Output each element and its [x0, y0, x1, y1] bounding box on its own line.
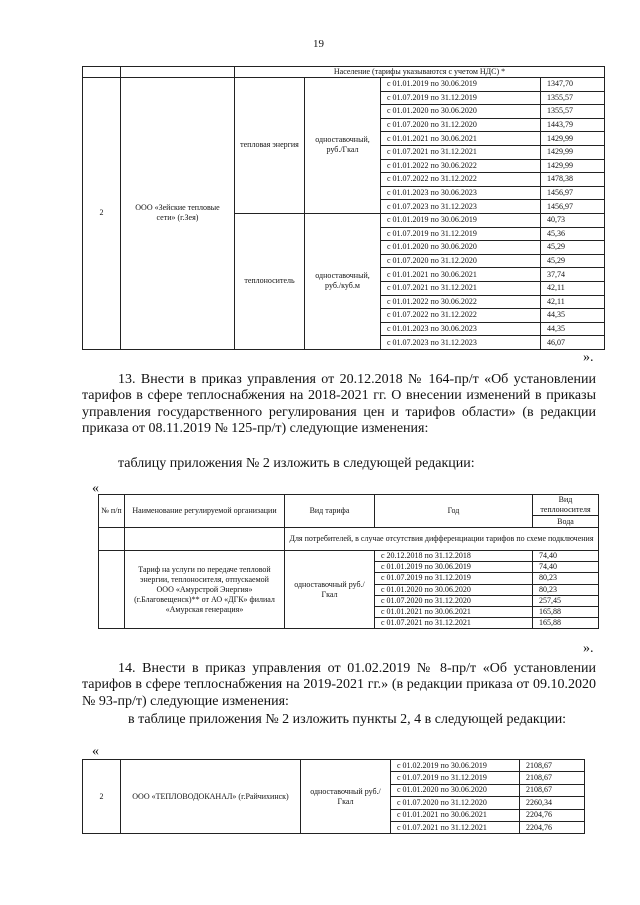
value-cell: 42,11: [541, 295, 605, 309]
table-header-population: Население (тарифы указываются с учетом НДС) *: [235, 67, 605, 78]
section-14-sub: в таблице приложения № 2 изложить пункты 2, 4 в следующей редакции:: [128, 712, 567, 727]
period-cell: с 01.01.2022 по 30.06.2022: [381, 159, 541, 173]
period-cell: с 01.07.2019 по 31.12.2019: [391, 772, 520, 784]
period-cell: с 01.01.2021 по 30.06.2021: [381, 268, 541, 282]
header-year: Год: [375, 495, 533, 528]
cell: [99, 551, 125, 629]
period-cell: с 01.01.2020 по 30.06.2020: [391, 784, 520, 796]
row-number: 2: [83, 78, 121, 350]
tariff-type: одноставочный, руб./куб.м: [305, 213, 381, 349]
period-cell: с 01.07.2021 по 31.12.2021: [381, 145, 541, 159]
closing-quote-2: ».: [583, 641, 594, 656]
header-num: № п/п: [99, 495, 125, 528]
period-cell: с 20.12.2018 по 31.12.2018: [375, 551, 533, 562]
value-cell: 45,29: [541, 254, 605, 268]
period-cell: с 01.07.2019 по 31.12.2019: [381, 227, 541, 241]
value-cell: 2108,67: [520, 784, 585, 796]
value-cell: 1347,70: [541, 78, 605, 92]
section-13-text: 13. Внести в приказ управления от 20.12.2018 № 164-пр/т «Об установлении тарифов в сфере теплоснабжения на 2018-2021 гг. О внесении изменений в приказы управления государственного регулирования цен и тарифов области» (в редакции приказа от 08.11.2019 № 125-пр/т) следующие изменения:: [82, 372, 596, 437]
cell: [83, 67, 121, 78]
value-cell: 1478,38: [541, 173, 605, 187]
value-cell: 2108,67: [520, 760, 585, 772]
row-number: 2: [83, 760, 121, 834]
value-cell: 1355,57: [541, 91, 605, 105]
tariff-type: одноставочный руб./Гкал: [301, 760, 391, 834]
value-cell: 1456,97: [541, 186, 605, 200]
tariff-table-zeya: [82, 66, 605, 350]
period-cell: с 01.01.2019 по 30.06.2019: [375, 562, 533, 573]
period-cell: с 01.02.2019 по 30.06.2019: [391, 760, 520, 772]
period-cell: с 01.07.2020 по 31.12.2020: [381, 118, 541, 132]
value-cell: 46,07: [541, 336, 605, 350]
value-cell: 42,11: [541, 281, 605, 295]
value-cell: 2204,76: [520, 809, 585, 821]
period-cell: с 01.07.2020 по 31.12.2020: [391, 797, 520, 809]
period-cell: с 01.07.2019 по 31.12.2019: [375, 573, 533, 584]
page-number: 19: [313, 38, 324, 50]
org-name: Тариф на услуги по передаче тепловой энергии, теплоносителя, отпускаемой ООО «Амурстрой Энергия» (г.Благовещенск)** от АО «ДГК» филиал «Амурская генерация»: [125, 551, 285, 629]
period-cell: с 01.01.2021 по 30.06.2021: [391, 809, 520, 821]
tariff-table-amurstroy: [98, 494, 599, 629]
period-cell: с 01.07.2023 по 31.12.2023: [381, 336, 541, 350]
header-water: Вода: [533, 516, 599, 528]
opening-quote-2: «: [92, 481, 99, 496]
period-cell: с 01.07.2022 по 31.12.2022: [381, 309, 541, 323]
period-cell: с 01.01.2020 по 30.06.2020: [381, 241, 541, 255]
period-cell: с 01.01.2023 по 30.06.2023: [381, 186, 541, 200]
value-cell: 37,74: [541, 268, 605, 282]
value-cell: 2108,67: [520, 772, 585, 784]
period-cell: с 01.01.2020 по 30.06.2020: [375, 584, 533, 595]
subheader-consumers: Для потребителей, в случае отсутствия дифференциации тарифов по схеме подключения: [285, 528, 599, 551]
tariff-type: одноставочный руб./Гкал: [285, 551, 375, 629]
cell: [121, 67, 235, 78]
header-carrier: Вид теплоносителя: [533, 495, 599, 516]
closing-quote-1: ».: [583, 350, 594, 365]
header-org: Наименование регулируемой организации: [125, 495, 285, 528]
value-cell: 45,29: [541, 241, 605, 255]
value-cell: 44,35: [541, 322, 605, 336]
tariff-kind: тепловая энергия: [235, 78, 305, 214]
value-cell: 2204,76: [520, 821, 585, 833]
value-cell: 257,45: [533, 595, 599, 606]
period-cell: с 01.01.2021 по 30.06.2021: [381, 132, 541, 146]
tariff-type: одноставочный, руб./Гкал: [305, 78, 381, 214]
header-kind: Вид тарифа: [285, 495, 375, 528]
cell: [99, 528, 125, 551]
period-cell: с 01.01.2023 по 30.06.2023: [381, 322, 541, 336]
value-cell: 45,36: [541, 227, 605, 241]
period-cell: с 01.01.2019 по 30.06.2019: [381, 213, 541, 227]
period-cell: с 01.07.2021 по 31.12.2021: [381, 281, 541, 295]
period-cell: с 01.01.2020 по 30.06.2020: [381, 105, 541, 119]
value-cell: 1443,79: [541, 118, 605, 132]
value-cell: 2260,34: [520, 797, 585, 809]
org-name: ООО «Зейские тепловые сети» (г.Зея): [121, 78, 235, 350]
value-cell: 1429,99: [541, 132, 605, 146]
period-cell: с 01.07.2020 по 31.12.2020: [381, 254, 541, 268]
value-cell: 44,35: [541, 309, 605, 323]
section-13-sub: таблицу приложения № 2 изложить в следующей редакции:: [118, 456, 475, 471]
period-cell: с 01.07.2023 по 31.12.2023: [381, 200, 541, 214]
value-cell: 80,23: [533, 584, 599, 595]
section-14-text: 14. Внести в приказ управления от 01.02.2019 № 8-пр/т «Об установлении тарифов в сфере теплоснабжения на 2019-2021 гг.» (в редакции приказа от 09.10.2020 № 93-пр/т) следующие изменения:: [82, 661, 596, 709]
value-cell: 74,40: [533, 562, 599, 573]
value-cell: 165,88: [533, 618, 599, 629]
value-cell: 1429,99: [541, 159, 605, 173]
value-cell: 1355,57: [541, 105, 605, 119]
period-cell: с 01.01.2021 по 30.06.2021: [375, 606, 533, 617]
period-cell: с 01.07.2020 по 31.12.2020: [375, 595, 533, 606]
tariff-table-teplovodokanal: [82, 759, 585, 834]
value-cell: 1456,97: [541, 200, 605, 214]
value-cell: 1429,99: [541, 145, 605, 159]
period-cell: с 01.01.2022 по 30.06.2022: [381, 295, 541, 309]
tariff-kind: теплоноситель: [235, 213, 305, 349]
org-name: ООО «ТЕПЛОВОДОКАНАЛ» (г.Райчихинск): [121, 760, 301, 834]
opening-quote-3: «: [92, 744, 99, 759]
value-cell: 74,40: [533, 551, 599, 562]
value-cell: 165,88: [533, 606, 599, 617]
period-cell: с 01.07.2019 по 31.12.2019: [381, 91, 541, 105]
cell: [125, 528, 285, 551]
value-cell: 80,23: [533, 573, 599, 584]
period-cell: с 01.07.2021 по 31.12.2021: [391, 821, 520, 833]
value-cell: 40,73: [541, 213, 605, 227]
period-cell: с 01.07.2022 по 31.12.2022: [381, 173, 541, 187]
period-cell: с 01.07.2021 по 31.12.2021: [375, 618, 533, 629]
period-cell: с 01.01.2019 по 30.06.2019: [381, 78, 541, 92]
